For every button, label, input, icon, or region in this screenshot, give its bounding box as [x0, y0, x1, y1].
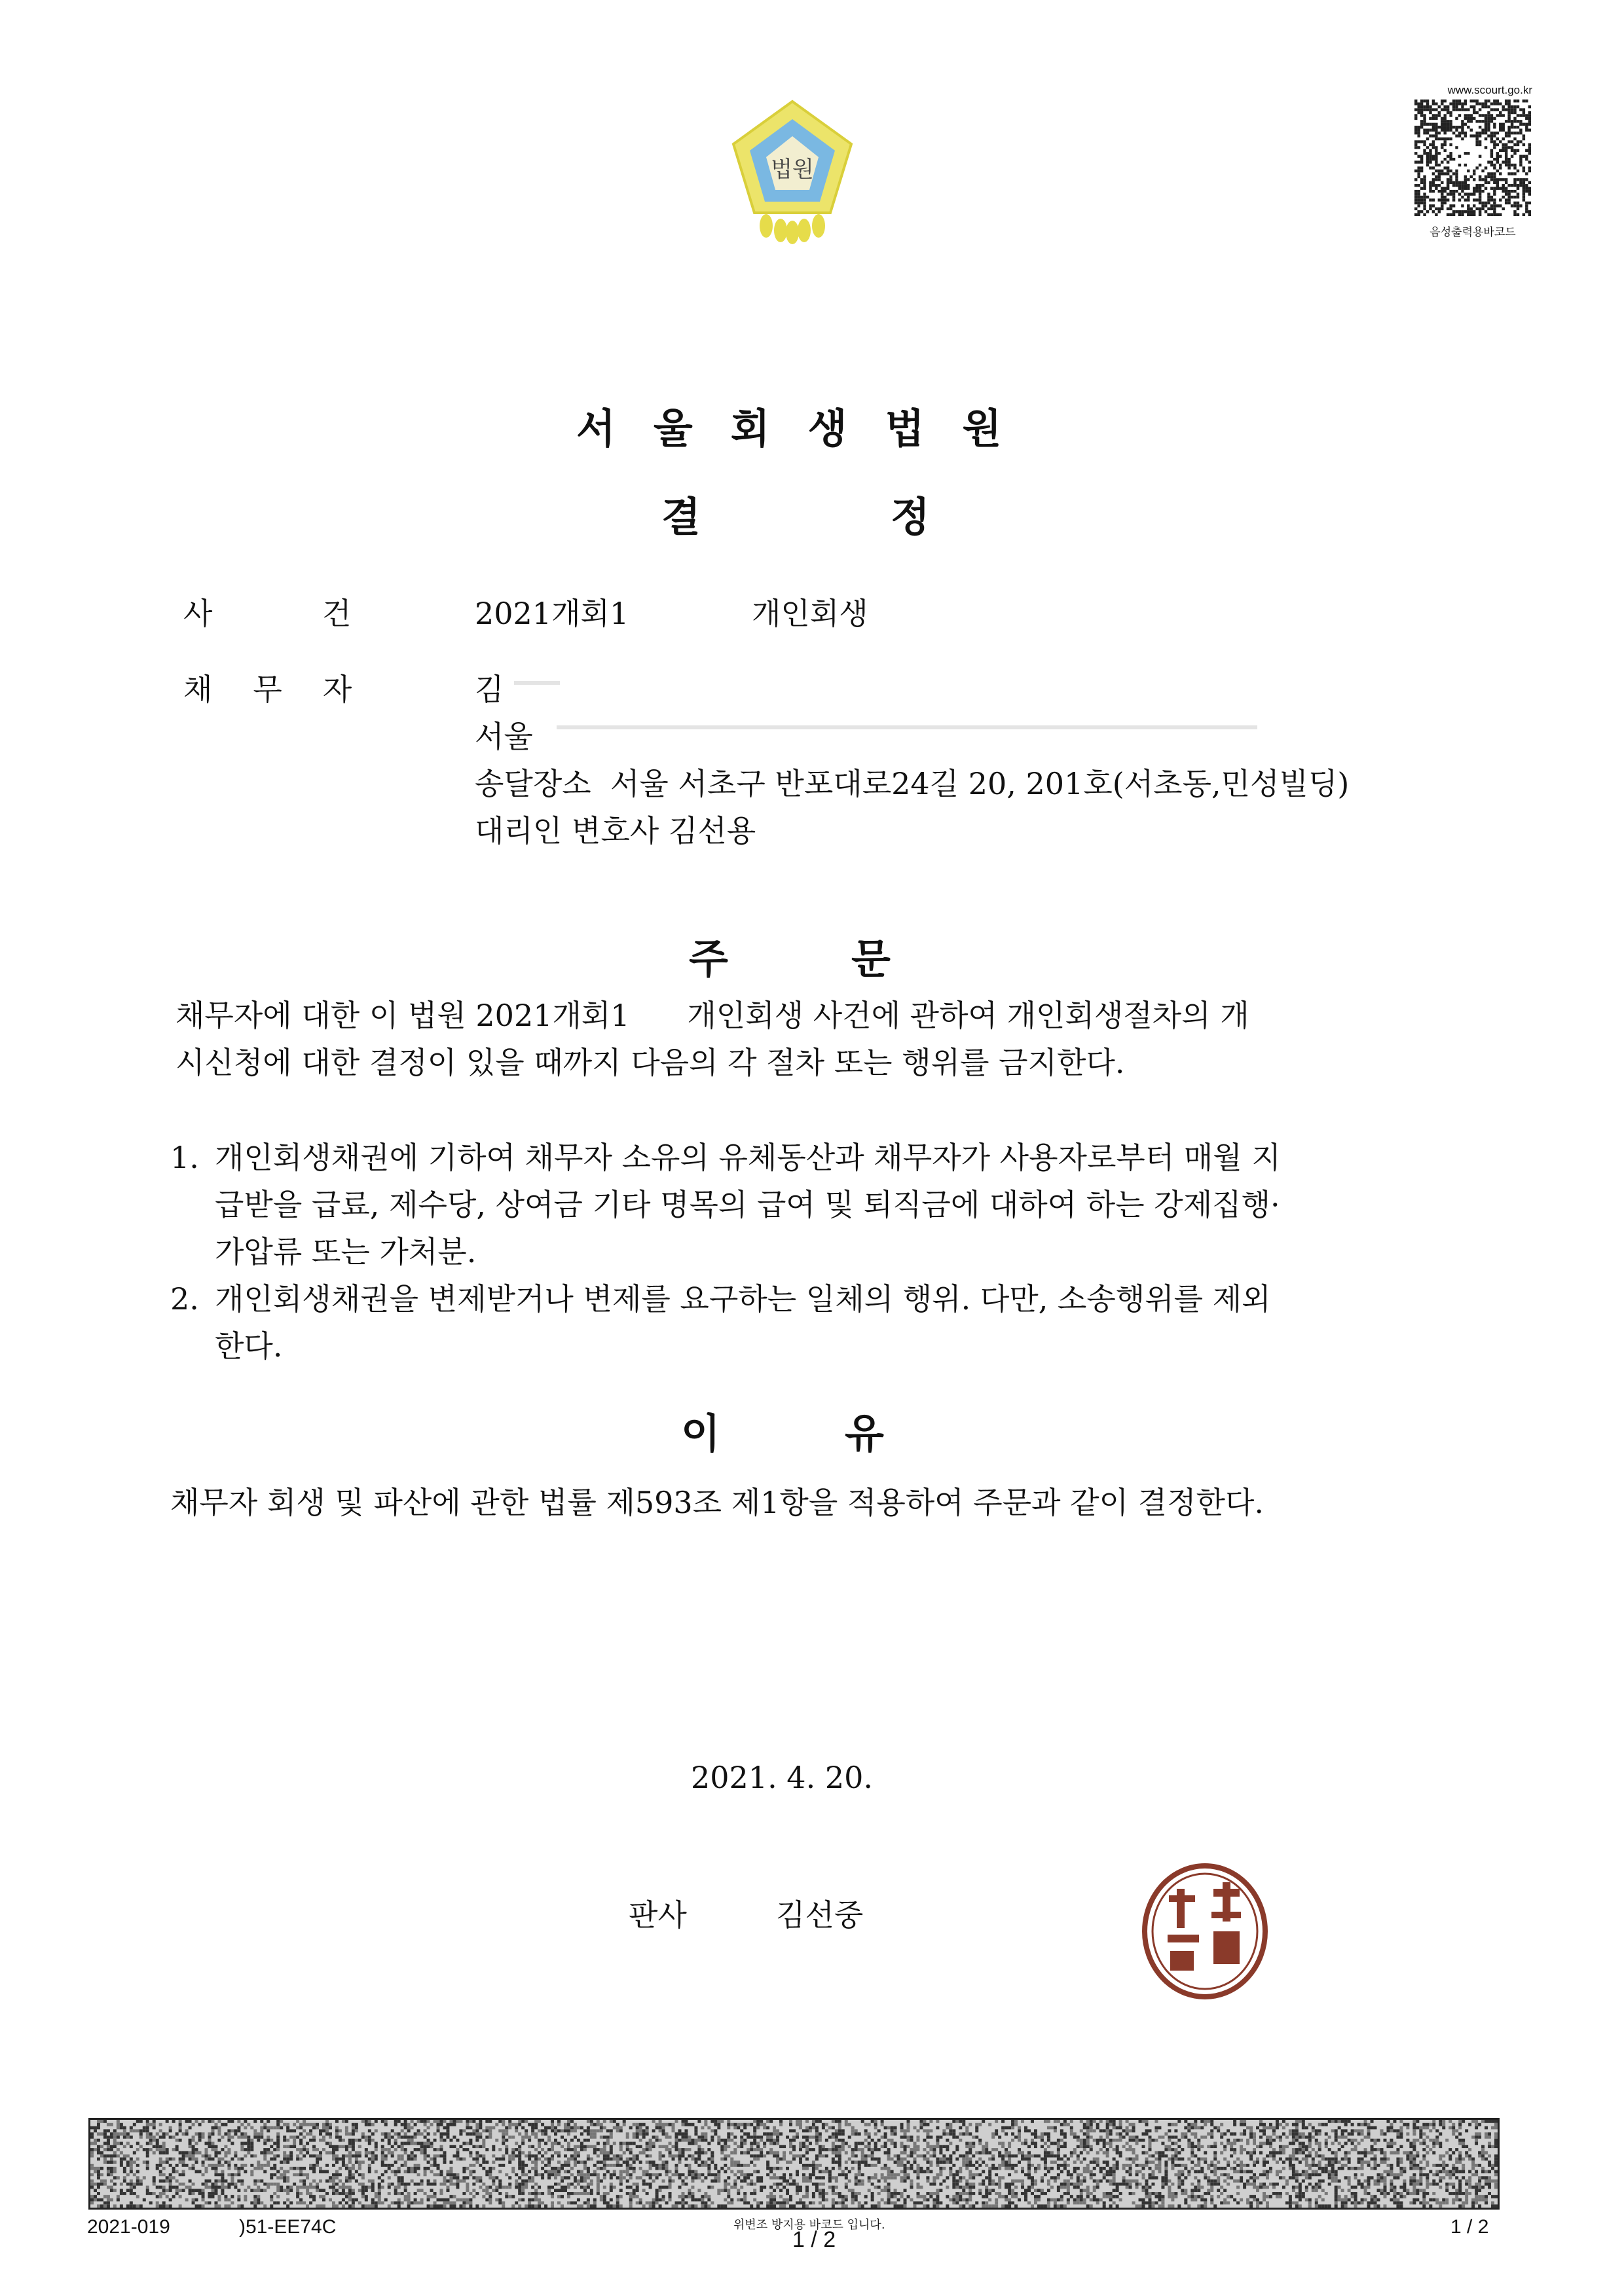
- document-title-part2: 정: [891, 493, 930, 541]
- document-title-part1: 결: [661, 493, 701, 541]
- debtor-name: 김: [475, 672, 504, 707]
- debtor-label: 채무자: [183, 672, 393, 707]
- order-item-line: 급받을 급료, 제수당, 상여금 기타 명목의 급여 및 퇴직금에 대하여 하는 강제집행·: [215, 1187, 1280, 1222]
- order-item-1: [170, 1134, 1401, 1275]
- judge-seal: [1136, 1859, 1274, 2003]
- case-label-part1: 사: [183, 596, 213, 631]
- redaction-mark: [557, 725, 1257, 729]
- order-paragraph: [175, 992, 1420, 1086]
- footer-barcode-note: 위변조 방지용 바코드 입니다.: [733, 2218, 885, 2232]
- case-label-part2: 건: [322, 596, 352, 631]
- delivery-address: 송달장소 서울 서초구 반포대로24길 20, 201호(서초동,민성빌딩): [475, 766, 1350, 801]
- footer-center-page: 1 / 2: [792, 2227, 836, 2252]
- order-item-number: 2.: [170, 1281, 199, 1317]
- redaction-mark: [514, 681, 560, 685]
- debtor-address: 서울: [475, 719, 533, 754]
- order-item-2: [170, 1275, 1401, 1370]
- reason-heading-part2: 유: [845, 1410, 884, 1457]
- footer-doc-id-part1: 2021-019: [87, 2216, 170, 2238]
- order-heading-part1: 주: [689, 935, 728, 983]
- footer-doc-id-part2: )51-EE74C: [239, 2216, 337, 2238]
- case-type: 개인회생: [752, 596, 868, 631]
- order-paragraph-line: 시신청에 대한 결정이 있을 때까지 다음의 각 절차 또는 행위를 금지한다.: [175, 1045, 1125, 1080]
- anti-forgery-barcode: [88, 2118, 1500, 2210]
- order-heading-part2: 문: [851, 935, 891, 983]
- footer-page-number: 1 / 2: [1450, 2216, 1489, 2238]
- order-item-number: 1.: [170, 1140, 199, 1175]
- judge-name: 김선중: [776, 1897, 864, 1933]
- emblem-label: 법원: [771, 156, 814, 183]
- order-item-line: 개인회생채권을 변제받거나 변제를 요구하는 일체의 행위. 다만, 소송행위를 제외: [215, 1281, 1271, 1317]
- judge-label: 판사: [629, 1897, 687, 1933]
- legal-agent: 대리인 변호사 김선용: [475, 813, 756, 848]
- qr-url: www.scourt.go.kr: [1447, 84, 1532, 96]
- order-paragraph-line: 채무자에 대한 이 법원 2021개회1 개인회생 사건에 관하여 개인회생절차의 개: [175, 998, 1249, 1033]
- order-item-line: 한다.: [215, 1328, 283, 1364]
- order-item-line: 가압류 또는 가처분.: [215, 1234, 477, 1269]
- order-item-line: 개인회생채권에 기하여 채무자 소유의 유체동산과 채무자가 사용자로부터 매월 지: [215, 1140, 1281, 1175]
- reason-text: 채무자 회생 및 파산에 관한 법률 제593조 제1항을 적용하여 주문과 같이 결정한다.: [170, 1485, 1264, 1520]
- reason-heading-part1: 이: [681, 1410, 720, 1457]
- decision-date: 2021. 4. 20.: [691, 1760, 873, 1795]
- case-number: 2021개회1: [475, 596, 629, 631]
- emblem-bottom-petals: [760, 214, 825, 244]
- qr-caption: 음성출력용바코드: [1430, 226, 1516, 239]
- qr-code: [1414, 100, 1531, 216]
- court-name: 서울회생법원: [576, 405, 1040, 452]
- court-emblem: [727, 98, 858, 249]
